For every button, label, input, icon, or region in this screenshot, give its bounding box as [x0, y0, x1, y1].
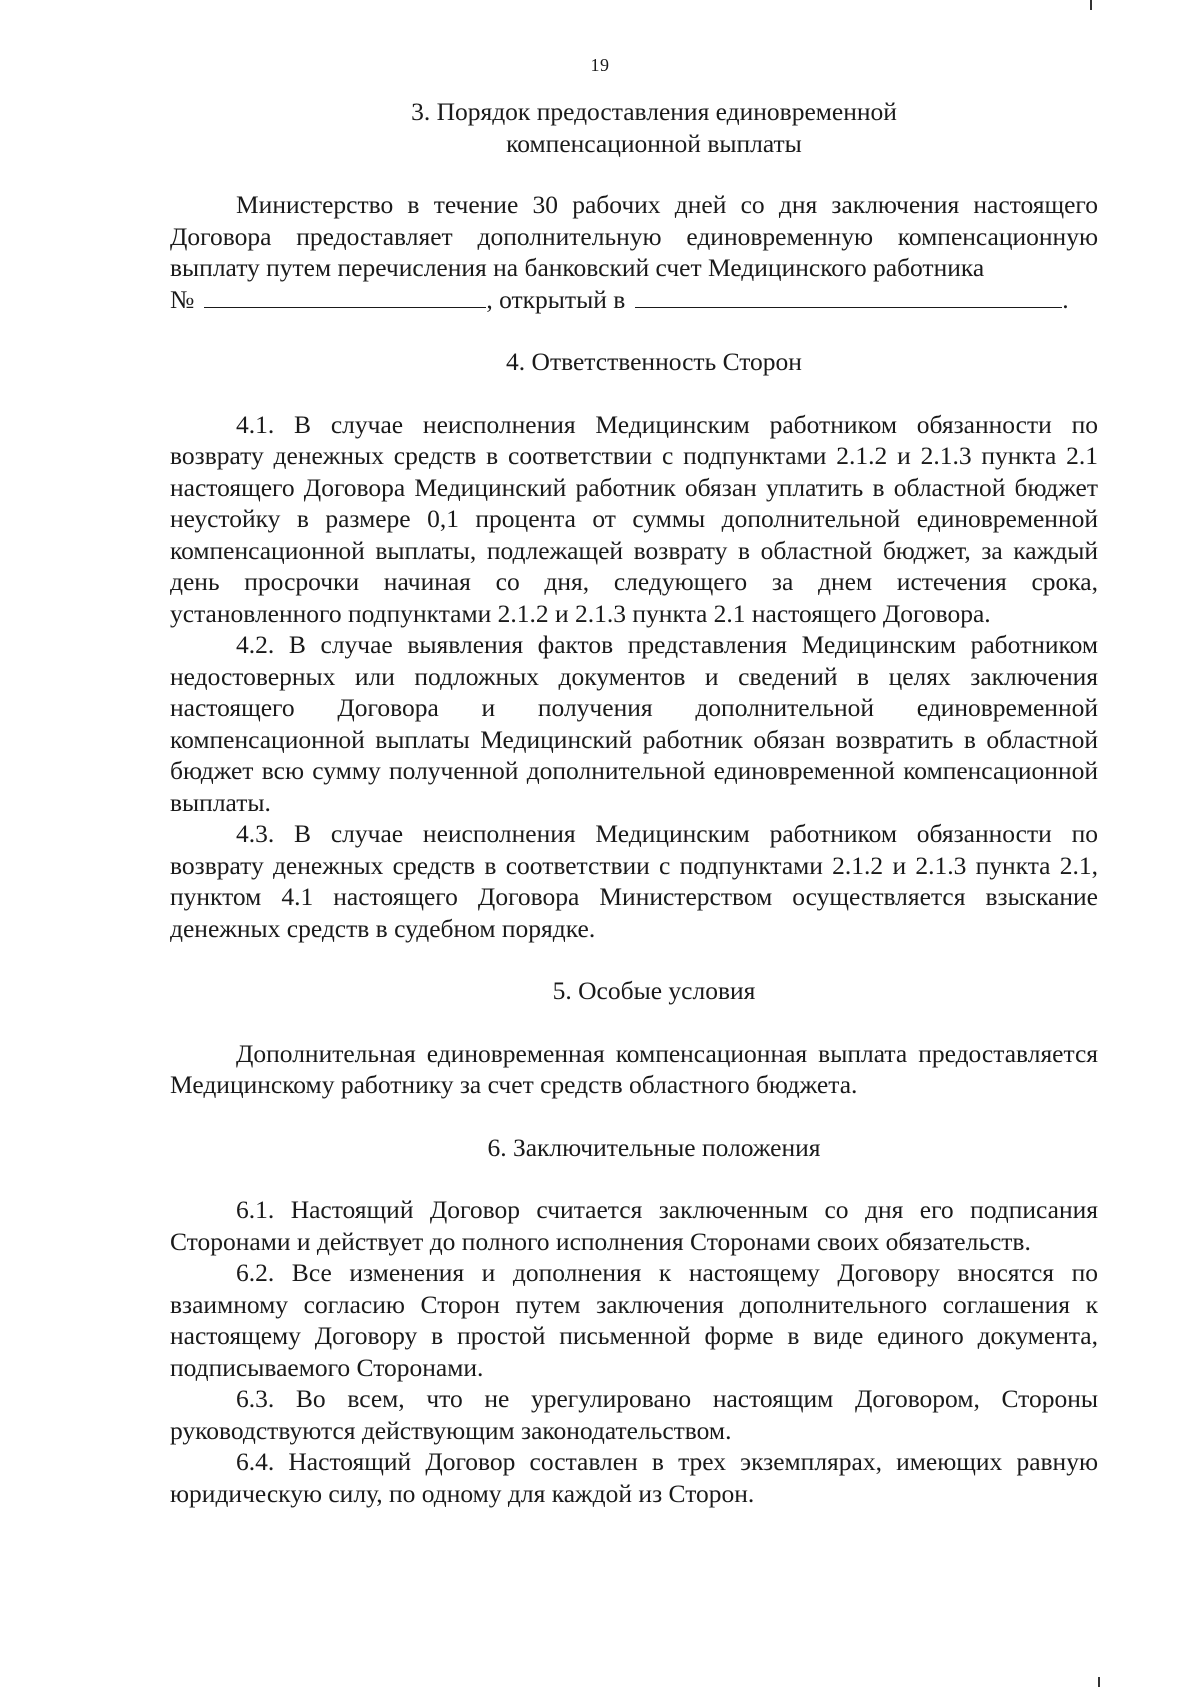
document-body	[170, 96, 1098, 1509]
account-opened-label: , открытый в	[486, 284, 626, 314]
section-3-paragraph: Министерство в течение 30 рабочих дней со дня заключения настоящего Договора предоставляет дополнительную единовременную компенсационную выплату путем перечисления на банковский счет Медицинского работника	[170, 190, 1098, 282]
account-number-blank	[204, 285, 486, 308]
section-3-title	[170, 96, 1098, 159]
clause-6-2: 6.2. Все изменения и дополнения к настоящему Договору вносятся по взаимному согласию Сторон путем заключения дополнительного соглашения к настоящему Договору в простой письменной форме в виде единого документа, подписываемого Сторонами.	[170, 1258, 1098, 1382]
clause-4-2: 4.2. В случае выявления фактов представления Медицинским работником недостоверных или подложных документов и сведений в целях заключения настоящего Договора и получения дополнительной единовременной компенсационной выплаты Медицинский работник обязан возвратить в областной бюджет всю сумму полученной дополнительной единовременной компенсационной выплаты.	[170, 630, 1098, 817]
clause-6-4: 6.4. Настоящий Договор составлен в трех экземплярах, имеющих равную юридическую силу, по одному для каждой из Сторон.	[170, 1447, 1098, 1508]
clause-6-1: 6.1. Настоящий Договор считается заключенным со дня его подписания Сторонами и действует до полного исполнения Сторонами своих обязательств.	[170, 1195, 1098, 1256]
section-5-paragraph: Дополнительная единовременная компенсационная выплата предоставляется Медицинскому работнику за счет средств областного бюджета.	[170, 1038, 1098, 1099]
section-5	[170, 975, 1098, 1101]
section-3-title-line2: компенсационной выплаты	[506, 128, 802, 158]
section-6-title: 6. Заключительные положения	[487, 1132, 821, 1162]
scan-mark	[1090, 0, 1092, 10]
scan-mark	[1098, 1677, 1100, 1687]
account-number-label: №	[170, 284, 195, 314]
section-4	[170, 346, 1098, 944]
line-end-period: .	[1062, 284, 1069, 314]
clause-6-3: 6.3. Во всем, что не урегулировано настоящим Договором, Стороны руководствуются действующим законодательством.	[170, 1384, 1098, 1445]
clause-4-1: 4.1. В случае неисполнения Медицинским работником обязанности по возврату денежных средств в соответствии с подпунктами 2.1.2 и 2.1.3 пункта 2.1 настоящего Договора Медицинский работник обязан уплатить в областной бюджет неустойку в размере 0,1 процента от суммы дополнительной единовременной компенсационной выплаты, подлежащей возврату в областной бюджет, за каждый день просрочки начиная со дня, следующего за днем истечения срока, установленного подпунктами 2.1.2 и 2.1.3 пункта 2.1 настоящего Договора.	[170, 409, 1098, 628]
section-5-title: 5. Особые условия	[552, 976, 756, 1005]
clause-4-3: 4.3. В случае неисполнения Медицинским работником обязанности по возврату денежных средств в соответствии с подпунктами 2.1.2 и 2.1.3 пункта 2.1, пунктом 4.1 настоящего Договора Министерством осуществляется взыскание денежных средств в судебном порядке.	[170, 819, 1098, 943]
page-number: 19	[590, 55, 610, 75]
section-3-title-line1: 3. Порядок предоставления единовременной	[411, 97, 897, 126]
section-6	[170, 1132, 1098, 1510]
section-4-title: 4. Ответственность Сторон	[506, 347, 802, 376]
section-3	[170, 96, 1098, 315]
bank-name-blank	[635, 285, 1062, 308]
account-details-line	[170, 284, 1098, 316]
